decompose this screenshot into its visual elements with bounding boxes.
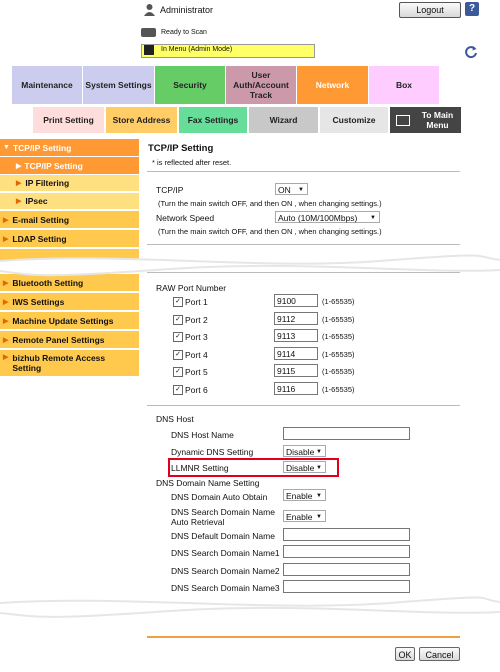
port-input[interactable]: 9116 (274, 382, 318, 395)
dynamic-dns-value: Disable (286, 447, 315, 457)
dynamic-dns-label: Dynamic DNS Setting (171, 447, 254, 457)
bullet-arrow-icon: ▶ (3, 317, 9, 325)
sidebar-item-ldap-setting[interactable] (0, 230, 139, 248)
raw-port-title: RAW Port Number (156, 283, 227, 293)
port-input[interactable]: 9112 (274, 312, 318, 325)
tab-box[interactable]: Box (369, 66, 439, 104)
divider (147, 244, 460, 245)
dns-host-name-input[interactable] (283, 427, 410, 440)
port-input[interactable]: 9100 (274, 294, 318, 307)
mode-text: In Menu (Admin Mode) (161, 46, 233, 53)
port-label: Port 1 (185, 297, 208, 307)
expand-arrow-icon: ▼ (3, 144, 10, 151)
port-checkbox[interactable]: ✓ (173, 315, 183, 325)
port-range: (1-65535) (322, 367, 355, 376)
sidebar-item-tcpip-setting[interactable] (0, 139, 139, 156)
bullet-arrow-icon: ▶ (3, 336, 9, 344)
dns-default-domain-input[interactable] (283, 528, 410, 541)
bullet-arrow-icon: ▶ (3, 354, 9, 361)
bullet-arrow-icon: ▶ (3, 279, 9, 287)
sidebar-item-label: IP Filtering (25, 178, 70, 188)
tab-user-auth[interactable]: User Auth/Account Track (226, 66, 296, 104)
tab-print-setting[interactable]: Print Setting (33, 107, 104, 133)
tcpip-select[interactable] (275, 183, 308, 195)
menu-icon (396, 115, 410, 126)
port-range: (1-65535) (322, 332, 355, 341)
sidebar-subitem-ip-filtering[interactable] (0, 175, 139, 192)
tab-security[interactable]: Security (155, 66, 225, 104)
tab-network[interactable]: Network (297, 66, 368, 104)
tcpip-hint: (Turn the main switch OFF, and then ON , when changing settings.) (158, 199, 382, 208)
page-break (0, 253, 500, 277)
network-speed-select[interactable] (275, 211, 380, 223)
sidebar-item-email-setting[interactable] (0, 211, 139, 229)
sidebar-item-label: LDAP Setting (12, 233, 67, 244)
dns-domain-title: DNS Domain Name Setting (156, 478, 260, 488)
bullet-arrow-icon: ▶ (16, 198, 22, 205)
reset-note: * is reflected after reset. (152, 158, 232, 167)
sidebar-subitem-ipsec[interactable] (0, 193, 139, 210)
chevron-down-icon: ▼ (370, 215, 376, 221)
tab-store-address[interactable]: Store Address (106, 107, 177, 133)
sidebar-item-bizhub-remote[interactable] (0, 350, 139, 377)
lock-icon (144, 45, 154, 55)
sidebar-item-label: E-mail Setting (12, 214, 70, 225)
footer-divider (147, 636, 460, 638)
help-button[interactable]: ? (465, 2, 479, 16)
divider (147, 171, 460, 172)
to-main-menu-label: To Main Menu (421, 110, 454, 130)
port-label: Port 6 (185, 385, 208, 395)
chevron-down-icon: ▼ (316, 449, 322, 455)
port-checkbox[interactable]: ✓ (173, 332, 183, 342)
port-label: Port 2 (185, 315, 208, 325)
bullet-arrow-icon: ▶ (3, 216, 9, 224)
sidebar-item-label: Remote Panel Settings (12, 334, 105, 345)
port-checkbox[interactable]: ✓ (173, 385, 183, 395)
port-checkbox[interactable]: ✓ (173, 367, 183, 377)
admin-label: Administrator (160, 5, 214, 15)
cancel-button[interactable]: Cancel (419, 647, 460, 661)
sidebar-item-remote-panel[interactable] (0, 331, 139, 349)
dns-auto-retrieval-value: Enable (286, 512, 313, 522)
llmnr-value: Disable (286, 463, 315, 473)
port-range: (1-65535) (322, 297, 355, 306)
network-speed-value: Auto (10M/100Mbps) (278, 213, 358, 223)
tab-customize[interactable]: Customize (320, 107, 388, 133)
bullet-arrow-icon: ▶ (16, 180, 22, 187)
dynamic-dns-select[interactable] (283, 445, 326, 457)
chevron-down-icon: ▼ (316, 514, 322, 520)
divider (147, 405, 460, 406)
sidebar-item-label: IPsec (25, 196, 48, 206)
dns-auto-retrieval-select[interactable] (283, 510, 326, 522)
tab-system-settings[interactable]: System Settings (83, 66, 154, 104)
dns-host-title: DNS Host (156, 414, 194, 424)
port-range: (1-65535) (322, 315, 355, 324)
port-checkbox[interactable]: ✓ (173, 350, 183, 360)
dns-search1-label: DNS Search Domain Name1 (171, 548, 280, 558)
bullet-arrow-icon: ▶ (3, 298, 9, 306)
network-speed-hint: (Turn the main switch OFF, and then ON , when changing settings.) (158, 227, 382, 236)
bullet-arrow-icon: ▶ (16, 162, 22, 170)
tab-maintenance[interactable]: Maintenance (12, 66, 82, 104)
dns-auto-retrieval-label-2: Auto Retrieval (171, 517, 225, 527)
sidebar-item-iws-settings[interactable] (0, 293, 139, 311)
tab-wizard[interactable]: Wizard (249, 107, 318, 133)
port-range: (1-65535) (322, 385, 355, 394)
dns-auto-obtain-select[interactable] (283, 489, 326, 501)
dns-search1-input[interactable] (283, 545, 410, 558)
sidebar-item-label: Bluetooth Setting (12, 277, 84, 288)
sidebar-item-label: TCP/IP Setting (12, 142, 72, 153)
port-label: Port 3 (185, 332, 208, 342)
port-range: (1-65535) (322, 350, 355, 359)
to-main-menu-button[interactable] (390, 107, 461, 133)
port-input[interactable]: 9115 (274, 364, 318, 377)
port-input[interactable]: 9114 (274, 347, 318, 360)
dns-default-domain-label: DNS Default Domain Name (171, 531, 275, 541)
page-break (0, 594, 500, 618)
refresh-icon[interactable] (464, 45, 478, 59)
port-input[interactable]: 9113 (274, 329, 318, 342)
sidebar-item-label: Machine Update Settings (12, 315, 114, 326)
bullet-arrow-icon: ▶ (3, 235, 9, 243)
chevron-down-icon: ▼ (298, 187, 304, 193)
dns-search2-label: DNS Search Domain Name2 (171, 566, 280, 576)
dns-search3-input[interactable] (283, 580, 410, 593)
ok-button[interactable]: OK (395, 647, 415, 661)
sidebar-item-label: TCP/IP Setting (24, 160, 83, 171)
llmnr-label: LLMNR Setting (171, 463, 229, 473)
sidebar-item-label: IWS Settings (12, 296, 65, 307)
chevron-down-icon: ▼ (316, 493, 322, 499)
llmnr-select[interactable] (283, 461, 326, 473)
tcpip-select-value: ON (278, 185, 291, 195)
sidebar-item-machine-update[interactable] (0, 312, 139, 330)
chevron-down-icon: ▼ (316, 465, 322, 471)
port-label: Port 4 (185, 350, 208, 360)
dns-host-name-label: DNS Host Name (171, 430, 234, 440)
logout-button[interactable]: Logout (399, 2, 461, 18)
dns-search2-input[interactable] (283, 563, 410, 576)
dns-search3-label: DNS Search Domain Name3 (171, 583, 280, 593)
dns-auto-obtain-value: Enable (286, 491, 313, 501)
tab-fax-settings[interactable]: Fax Settings (179, 107, 247, 133)
tcpip-label: TCP/IP (156, 185, 184, 195)
status-text: Ready to Scan (161, 29, 207, 36)
dns-auto-retrieval-label-1: DNS Search Domain Name (171, 507, 275, 517)
port-label: Port 5 (185, 367, 208, 377)
dns-auto-obtain-label: DNS Domain Auto Obtain (171, 492, 268, 502)
admin-user-icon (143, 3, 156, 16)
sidebar-subitem-tcpip-setting[interactable] (0, 157, 139, 174)
scanner-status-icon (141, 28, 156, 37)
port-checkbox[interactable]: ✓ (173, 297, 183, 307)
page-title: TCP/IP Setting (148, 143, 214, 154)
divider (147, 272, 460, 273)
network-speed-label: Network Speed (156, 213, 215, 223)
sidebar-item-label: bizhub Remote Access Setting (12, 353, 106, 373)
